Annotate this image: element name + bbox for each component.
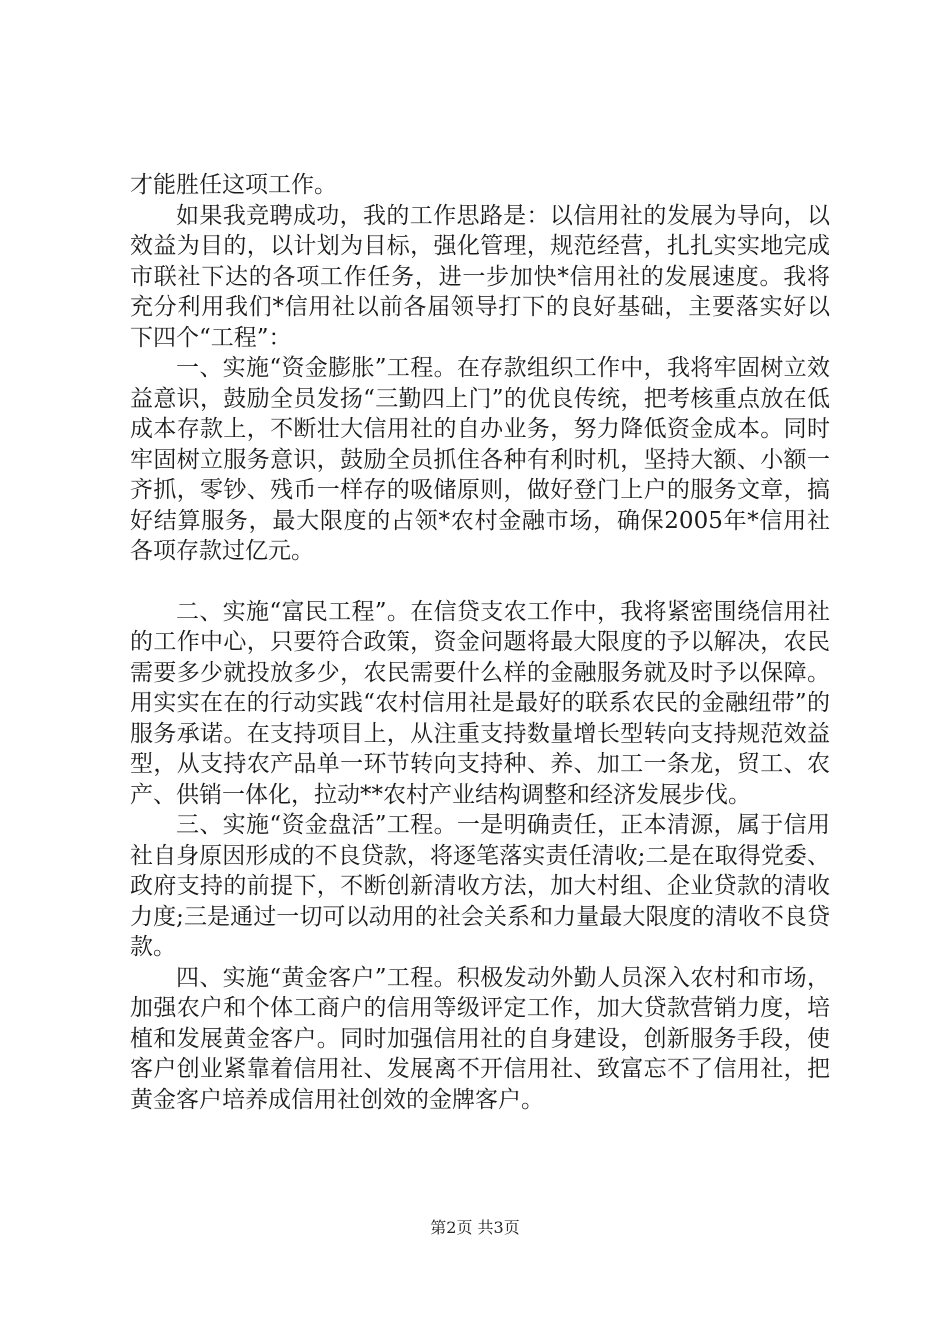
paragraph-project-four: 四、实施“黄金客户”工程。积极发动外勤人员深入农村和市场，加强农户和个体工商户的信用等级评定工作，加大贷款营销力度，培植和发展黄金客户。同时加强信用社的自身建设，创新服务手段，使客户创业紧靠着信用社、发展离不开信用社、致富忘不了信用社，把黄金客户培养成信用社创效的金牌客户。 xyxy=(130,964,830,1113)
page-footer xyxy=(0,1215,950,1238)
paragraph-project-one: 一、实施“资金膨胀”工程。在存款组织工作中，我将牢固树立效益意识，鼓励全员发扬“三勤四上门”的优良传统，把考核重点放在低成本存款上，不断壮大信用社的自办业务，努力降低资金成本。同时牢固树立服务意识，鼓励全员抓住各种有利时机，坚持大额、小额一齐抓，零钞、残币一样存的吸储原则，做好登门上户的服务文章，搞好结算服务，最大限度的占领*农村金融市场，确保2005年*信用社各项存款过亿元。 xyxy=(130,355,830,564)
paragraph-continuation: 才能胜任这项工作。 xyxy=(130,172,337,198)
paragraph-project-three: 三、实施“资金盘活”工程。一是明确责任，正本清源，属于信用社自身原因形成的不良贷款，将逐笔落实责任清收;二是在取得党委、政府支持的前提下，不断创新清收方法，加大村组、企业贷款的清收力度;三是通过一切可以动用的社会关系和力量最大限度的清收不良贷款。 xyxy=(130,812,830,960)
paragraph-work-plan: 如果我竞聘成功，我的工作思路是：以信用社的发展为导向，以效益为目的，以计划为目标，强化管理，规范经营，扎扎实实地完成市联社下达的各项工作任务，进一步加快*信用社的发展速度。我将充分利用我们*信用社以前各届领导打下的良好基础，主要落实好以下四个“工程”： xyxy=(130,202,830,351)
document-body xyxy=(130,170,830,1115)
page-number-label: 第2页 共3页 xyxy=(430,1218,520,1237)
paragraph-project-two: 二、实施“富民工程”。在信贷支农工作中，我将紧密围绕信用社的工作中心，只要符合政策，资金问题将最大限度的予以解决，农民需要多少就投放多少，农民需要什么样的金融服务就及时予以保障。用实实在在的行动实践“农村信用社是最好的联系农民的金融纽带”的服务承诺。在支持项目上，从注重支持数量增长型转向支持规范效益型，从支持农产品单一环节转向支持种、养、加工一条龙，贸工、农产、供销一体化，拉动**农村产业结构调整和经济发展步伐。 xyxy=(130,598,830,808)
